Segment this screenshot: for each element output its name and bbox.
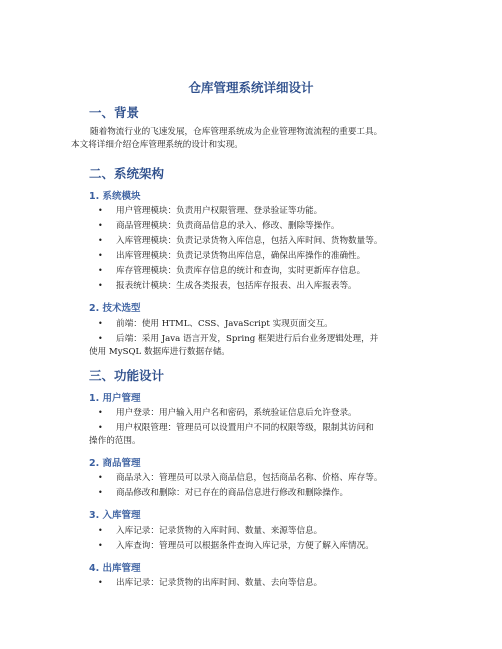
bullet-icon: • — [98, 488, 103, 497]
bullet-icon: • — [98, 236, 103, 245]
bullet-icon: • — [98, 221, 103, 230]
bullet-icon: • — [98, 423, 103, 432]
subheading-tech-stack: 2. 技术选型 — [89, 303, 141, 314]
subheading-goods-management: 2. 商品管理 — [89, 458, 141, 469]
subheading-outbound-management: 4. 出库管理 — [89, 563, 141, 574]
subheading-inbound-management: 3. 入库管理 — [89, 510, 141, 521]
background-para-line-2: 本文将详细介绍仓库管理系统的设计和实现。 — [71, 139, 243, 150]
bullet-icon: • — [98, 526, 103, 535]
bullet-icon: • — [98, 251, 103, 260]
bullet-icon: • — [98, 408, 103, 417]
background-para-line-1: 随着物流行业的飞速发展，仓库管理系统成为企业管理物流流程的重要工具。 — [90, 127, 383, 137]
document-title: 仓库管理系统详细设计 — [188, 80, 314, 95]
section-heading-functions: 三、功能设计 — [89, 368, 165, 383]
subheading-system-modules: 1. 系统模块 — [89, 191, 141, 202]
background-paragraph — [71, 126, 441, 151]
document-page: 仓库管理系统详细设计 一、背景 随着物流行业的飞速发展，仓库管理系统成为企业管理物流流程的重要工具。 本文将详细介绍仓库管理系统的设计和实现。 二、系统架构 1. 系统模块 • 用户管理模块：负责用户权限管理、登录验证等功能。 • 商品管理模块：负责商品信息的录入、修改、删除等操作。 • 入库管理模块：负责记录货物入库信息，包括入库时间、货物数量等。 • 出库管理模块：负责记录货物出库信息，确保出库操作的准确性。 • 库存管理模块：负责库存信息的统计和查询，实时更新库存信息。 • 报表统计模块：生成各类报表，包括库存报表、出入库报表等。 2. 技术选型 • 前端：使用 HTML、CSS、JavaScript 实现页面交互。 • 后端：采用 Java 语言开发，Spring 框架进行后台业务逻辑处理，并 使用 MySQL 数据库进行数据存储。 三、功能设计 1. 用户管理 • 用户登录：用户输入用户名和密码，系统验证信息后允许登录。 • 用户权限管理：管理员可以设置用户不同的权限等级，限制其访问和 操作的范围。 2. 商品管理 • 商品录入：管理员可以录入商品信息，包括商品名称、价格、库存等。 • 商品修改和删除：对已存在的商品信息进行修改和删除操作。 3. 入库管理 • 入库记录：记录货物的入库时间、数量、来源等信息。 • 入库查询：管理员可以根据条件查询入库记录，方便了解入库情况。 4. 出库管理 • 出库记录：记录货物的出库时间、数量、去向等信息。 — [0, 0, 502, 649]
subheading-user-management: 1. 用户管理 — [89, 393, 141, 404]
bullet-icon: • — [98, 541, 103, 550]
bullet-icon: • — [98, 266, 103, 275]
section-heading-architecture: 二、系统架构 — [89, 166, 165, 181]
section-heading-background: 一、背景 — [89, 105, 140, 120]
list-item-continuation: 操作的范围。 — [89, 436, 141, 446]
bullet-icon: • — [98, 334, 103, 343]
bullet-icon: • — [98, 578, 103, 587]
bullet-icon: • — [98, 319, 103, 328]
bullet-icon: • — [98, 206, 103, 215]
list-item-continuation: 使用 MySQL 数据库进行数据存储。 — [89, 347, 230, 357]
bullet-icon: • — [98, 473, 103, 482]
bullet-icon: • — [98, 281, 103, 290]
